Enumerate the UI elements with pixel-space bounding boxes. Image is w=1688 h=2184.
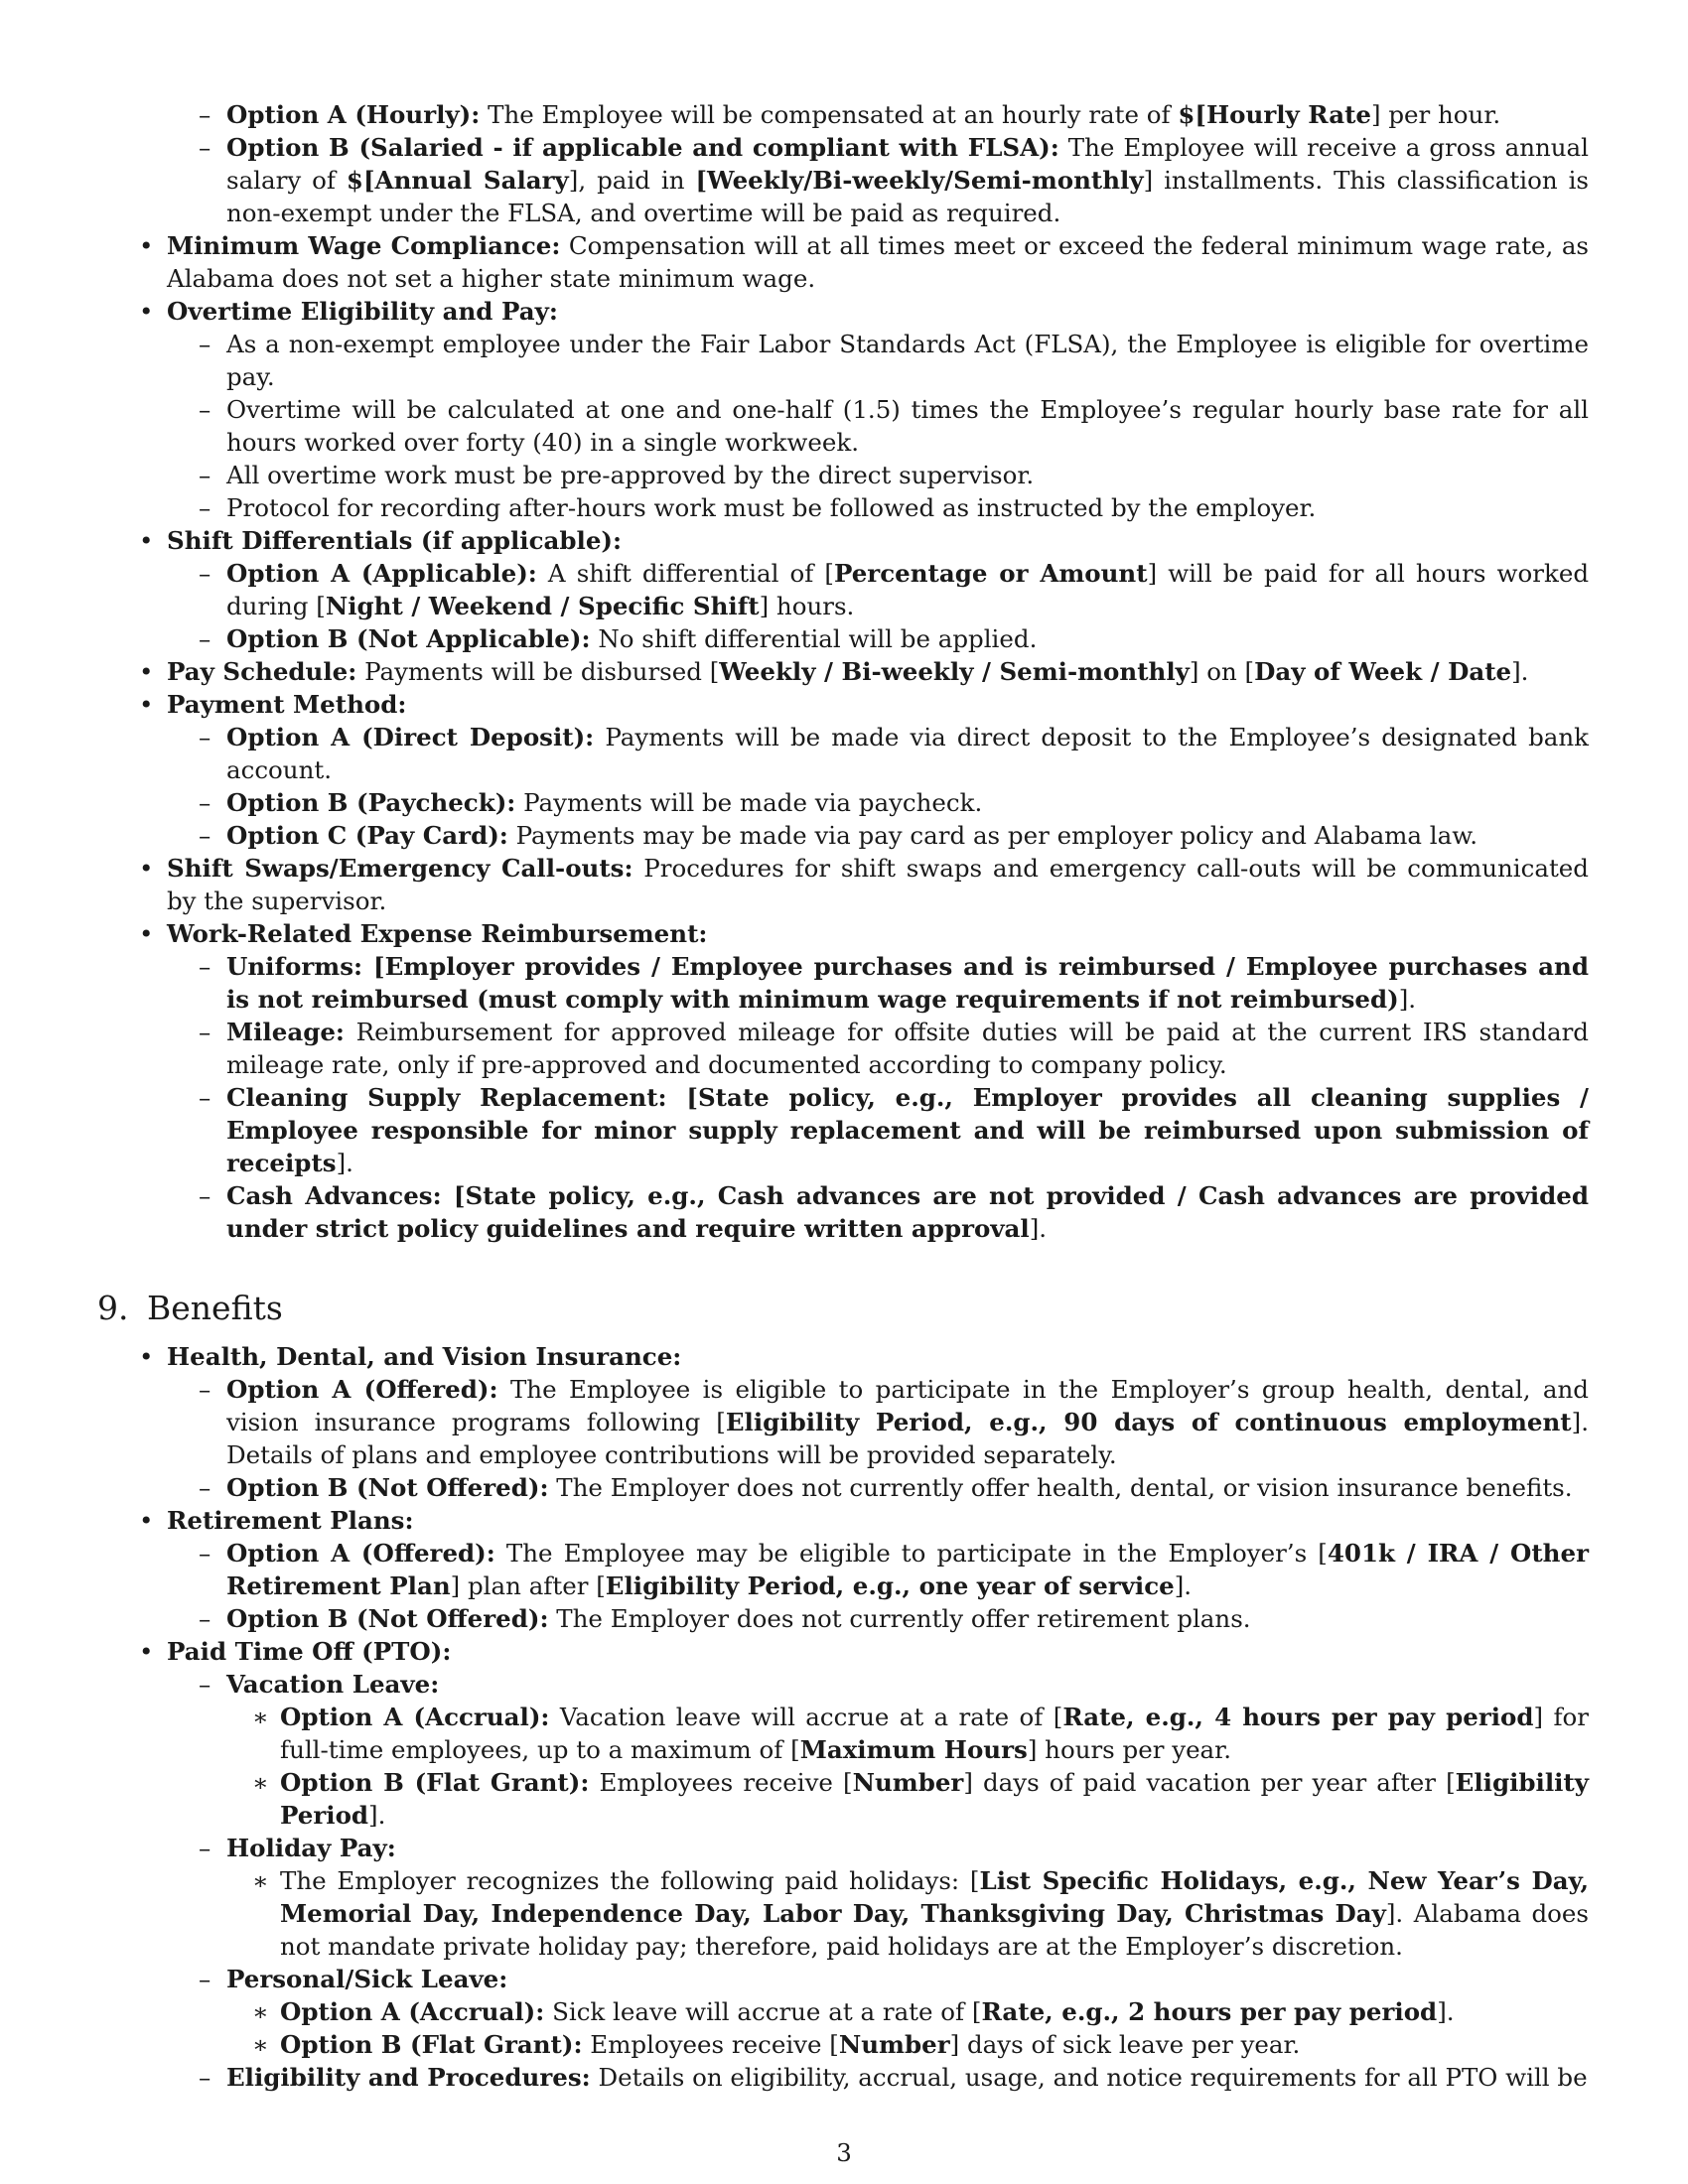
- placeholder-field: Day of Week / Date: [1254, 657, 1512, 686]
- item-label: Paid Time Off (PTO):: [167, 1637, 452, 1666]
- item-label: Retirement Plans:: [167, 1506, 414, 1535]
- option-label: Option B (Not Applicable):: [226, 624, 591, 653]
- benefits-list: [97, 1340, 1589, 2094]
- overtime-subitem: – Overtime will be calculated at one and one-half (1.5) times the Employee’s regular hourly base rate for all hours worked over forty (40) in a single workweek.: [199, 395, 1589, 457]
- placeholder-field: [Weekly/Bi-weekly/Semi-monthly: [695, 166, 1144, 195]
- dash-marker: –: [199, 1604, 211, 1633]
- option-label: Uniforms:: [226, 952, 363, 981]
- placeholder-field: Number: [838, 2030, 950, 2059]
- option-label: Option B (Paycheck):: [226, 788, 516, 817]
- dash-marker: –: [199, 493, 211, 522]
- option-flat-grant: ∗ Option B (Flat Grant): Employees receive [Number] days of sick leave per year.: [252, 2030, 1301, 2059]
- holiday-pay-subitem: [97, 1832, 1589, 1864]
- dash-marker: –: [199, 723, 211, 751]
- item-label: Shift Swaps/Emergency Call-outs:: [167, 854, 633, 883]
- section-heading-benefits: [97, 1289, 1589, 1328]
- placeholder-field: Rate, e.g., 4 hours per pay period: [1062, 1703, 1534, 1731]
- option-direct-deposit: – Option A (Direct Deposit): Payments will be made via direct deposit to the Employee’s designated bank account.: [199, 723, 1589, 784]
- bullet-marker: •: [139, 1506, 154, 1535]
- payment-method-item: [97, 688, 1589, 721]
- item-label: Shift Differentials (if applicable):: [167, 526, 623, 555]
- dash-marker: –: [199, 821, 211, 850]
- placeholder-field: State policy, e.g., Cash advances are not provided / Cash advances are provided under strict policy guidelines and require written approval: [226, 1181, 1590, 1243]
- item-label: Minimum Wage Compliance:: [167, 231, 561, 260]
- placeholder-field: Night / Weekend / Specific Shift: [325, 592, 760, 620]
- option-label: Option A (Offered):: [226, 1375, 498, 1404]
- option-label: Option B (Flat Grant):: [280, 1768, 590, 1797]
- option-label: Option A (Applicable):: [226, 559, 537, 588]
- shift-differentials-item: [97, 524, 1589, 557]
- overtime-subitem: – Protocol for recording after-hours work must be followed as instructed by the employer.: [199, 493, 1317, 522]
- bullet-marker: •: [139, 690, 154, 719]
- option-label: Vacation Leave:: [226, 1670, 440, 1699]
- option-pay-card: – Option C (Pay Card): Payments may be made via pay card as per employer policy and Alabama law.: [199, 821, 1478, 850]
- option-label: Personal/Sick Leave:: [226, 1965, 508, 1993]
- dash-marker: –: [199, 624, 211, 653]
- option-label: Option A (Direct Deposit):: [226, 723, 595, 751]
- bullet-marker: •: [139, 1637, 154, 1666]
- retirement-plans-item: [97, 1504, 1589, 1537]
- shift-swaps-item: • Shift Swaps/Emergency Call-outs: Procedures for shift swaps and emergency call-outs will be communicated by the supervisor.: [139, 854, 1589, 915]
- item-label: Payment Method:: [167, 690, 407, 719]
- section-number: 9.: [97, 1289, 129, 1327]
- dash-marker: –: [199, 461, 211, 489]
- expense-reimbursement-item: [97, 917, 1589, 950]
- placeholder-field: Eligibility Period, e.g., 90 days of continuous employment: [725, 1408, 1572, 1436]
- star-marker: ∗: [252, 1703, 269, 1731]
- option-label: Option A (Accrual):: [280, 1997, 545, 2026]
- pay-schedule-item: • Pay Schedule: Payments will be disbursed [Weekly / Bi-weekly / Semi-monthly] on [Day of Week / Date].: [139, 657, 1529, 686]
- placeholder-field: State policy, e.g., Employer provides all cleaning supplies / Employee responsible for minor supply replacement and will be reimbursed upon submission of receipts: [226, 1083, 1590, 1177]
- dash-marker: –: [199, 1965, 211, 1993]
- dash-marker: –: [199, 1018, 211, 1046]
- health-insurance-item: [97, 1340, 1589, 1373]
- bullet-marker: •: [139, 231, 154, 260]
- option-label: Option B (Not Offered):: [226, 1604, 549, 1633]
- dash-marker: –: [199, 1834, 211, 1862]
- dash-marker: –: [199, 133, 211, 162]
- dash-marker: –: [199, 788, 211, 817]
- option-paycheck: – Option B (Paycheck): Payments will be made via paycheck.: [199, 788, 983, 817]
- option-not-applicable: – Option B (Not Applicable): No shift differential will be applied.: [199, 624, 1038, 653]
- option-label: Option C (Pay Card):: [226, 821, 508, 850]
- dash-marker: –: [199, 330, 211, 358]
- item-label: Overtime Eligibility and Pay:: [167, 297, 558, 326]
- star-marker: ∗: [252, 1768, 269, 1797]
- bullet-marker: •: [139, 919, 154, 948]
- placeholder-field: Maximum Hours: [799, 1735, 1028, 1764]
- dash-marker: –: [199, 1181, 211, 1210]
- option-label: Mileage:: [226, 1018, 345, 1046]
- option-label: Eligibility and Procedures:: [226, 2063, 591, 2092]
- star-marker: ∗: [252, 1997, 269, 2026]
- bullet-marker: •: [139, 526, 154, 555]
- dash-marker: –: [199, 2063, 211, 2092]
- placeholder-field: List Specific Holidays, e.g., New Year’s Day, Memorial Day, Independence Day, Labor Day, Thanksgiving Day, Christmas Day: [280, 1866, 1589, 1928]
- option-salaried: – Option B (Salaried - if applicable and compliant with FLSA): The Employee will receive a gross annual salary of $[Annual Salary], paid in [Weekly/Bi-weekly/Semi-monthly] installments. This classification is non-exempt under the FLSA, and overtime will be paid as required.: [199, 133, 1589, 227]
- option-label: Option B (Flat Grant):: [280, 2030, 583, 2059]
- option-label: Option A (Accrual):: [280, 1703, 550, 1731]
- dash-marker: –: [199, 952, 211, 981]
- star-marker: ∗: [252, 1866, 269, 1895]
- placeholder-field: Eligibility Period, e.g., one year of service: [605, 1571, 1175, 1600]
- placeholder-field: $[Annual Salary: [346, 166, 569, 195]
- option-applicable: – Option A (Applicable): A shift differential of [Percentage or Amount] will be paid for all hours worked during [Night / Weekend / Specific Shift] hours.: [199, 559, 1590, 620]
- dash-marker: –: [199, 1670, 211, 1699]
- dash-marker: –: [199, 1375, 211, 1404]
- bullet-marker: •: [139, 657, 154, 686]
- option-label: Cleaning Supply Replacement:: [226, 1083, 667, 1112]
- vacation-leave-subitem: [97, 1668, 1589, 1701]
- option-label: Holiday Pay:: [226, 1834, 396, 1862]
- option-offered: – Option A (Offered): The Employee may be eligible to participate in the Employer’s [401k / IRA / Other Retirement Plan] plan after [Eligibility Period, e.g., one year of service].: [199, 1539, 1589, 1600]
- option-label: Option A (Hourly):: [226, 100, 481, 129]
- placeholder-field: Eligibility Period: [280, 1768, 1589, 1830]
- dash-marker: –: [199, 1473, 211, 1502]
- option-accrual: ∗ Option A (Accrual): Sick leave will accrue at a rate of [Rate, e.g., 2 hours per pay period].: [252, 1997, 1455, 2026]
- overtime-subitem: – All overtime work must be pre-approved by the direct supervisor.: [199, 461, 1035, 489]
- item-label: Work-Related Expense Reimbursement:: [167, 919, 708, 948]
- section-title: Benefits: [147, 1289, 283, 1327]
- placeholder-field: $[Hourly Rate: [1178, 100, 1371, 129]
- option-offered: – Option A (Offered): The Employee is eligible to participate in the Employer’s group health, dental, and vision insurance programs following [Eligibility Period, e.g., 90 days of continuous employment]. Details of plans and employee contributions will be provided separately.: [199, 1375, 1589, 1469]
- option-label: Option B (Not Offered):: [226, 1473, 549, 1502]
- dash-marker: –: [199, 559, 211, 588]
- star-marker: ∗: [252, 2030, 269, 2059]
- holiday-list-item: ∗ The Employer recognizes the following paid holidays: [List Specific Holidays, e.g., New Year’s Day, Memorial Day, Independence Day, Labor Day, Thanksgiving Day, Christmas Day]. Alabama does not mandate private holiday pay; therefore, paid holidays are at the Employer’s discretion.: [252, 1866, 1589, 1961]
- sick-leave-subitem: [97, 1963, 1589, 1995]
- option-flat-grant: ∗ Option B (Flat Grant): Employees receive [Number] days of paid vacation per year after [Eligibility Period].: [252, 1768, 1589, 1830]
- bullet-marker: •: [139, 854, 154, 883]
- page-number: 3: [836, 2138, 852, 2167]
- bullet-marker: •: [139, 297, 154, 326]
- option-hourly: – Option A (Hourly): The Employee will be compensated at an hourly rate of $[Hourly Rate] per hour.: [199, 100, 1501, 129]
- minimum-wage-item: • Minimum Wage Compliance: Compensation will at all times meet or exceed the federal minimum wage rate, as Alabama does not set a higher state minimum wage.: [139, 231, 1589, 293]
- placeholder-field: Number: [852, 1768, 964, 1797]
- item-label: Health, Dental, and Vision Insurance:: [167, 1342, 682, 1371]
- placeholder-field: 401k / IRA / Other Retirement Plan: [226, 1539, 1589, 1600]
- placeholder-field: Employer provides / Employee purchases and is reimbursed / Employee purchases and is not reimbursed (must comply with minimum wage requirements if not reimbursed): [226, 952, 1589, 1014]
- placeholder-field: Weekly / Bi-weekly / Semi-monthly: [719, 657, 1190, 686]
- eligibility-procedures-subitem: – Eligibility and Procedures: Details on eligibility, accrual, usage, and notice requirements for all PTO will be: [199, 2063, 1588, 2092]
- option-not-offered: – Option B (Not Offered): The Employer does not currently offer retirement plans.: [199, 1604, 1251, 1633]
- dash-marker: –: [199, 395, 211, 424]
- page-content: [97, 98, 1589, 2094]
- placeholder-field: Rate, e.g., 2 hours per pay period: [981, 1997, 1438, 2026]
- bullet-marker: •: [139, 1342, 154, 1371]
- option-label: Option A (Offered):: [226, 1539, 495, 1568]
- cash-advances-subitem: – Cash Advances: [State policy, e.g., Cash advances are not provided / Cash advances are provided under strict policy guidelines and require written approval].: [199, 1181, 1590, 1243]
- option-label: Option B (Salaried - if applicable and compliant with FLSA):: [226, 133, 1059, 162]
- option-not-offered: – Option B (Not Offered): The Employer does not currently offer health, dental, or vision insurance benefits.: [199, 1473, 1573, 1502]
- item-label: Pay Schedule:: [167, 657, 357, 686]
- cleaning-supply-subitem: – Cleaning Supply Replacement: [State policy, e.g., Employer provides all cleaning supplies / Employee responsible for minor supply replacement and will be reimbursed upon submission of receipts].: [199, 1083, 1590, 1177]
- option-label: Cash Advances:: [226, 1181, 442, 1210]
- compensation-list: [97, 98, 1589, 1245]
- uniforms-subitem: – Uniforms: [Employer provides / Employee purchases and is reimbursed / Employee purchases and is not reimbursed (must comply with minimum wage requirements if not reimbursed)].: [199, 952, 1589, 1014]
- pto-item: [97, 1635, 1589, 1668]
- overtime-item: [97, 295, 1589, 328]
- dash-marker: –: [199, 1539, 211, 1568]
- overtime-subitem: – As a non-exempt employee under the Fair Labor Standards Act (FLSA), the Employee is eligible for overtime pay.: [199, 330, 1589, 391]
- mileage-subitem: – Mileage: Reimbursement for approved mileage for offsite duties will be paid at the current IRS standard mileage rate, only if pre-approved and documented according to company policy.: [199, 1018, 1589, 1079]
- placeholder-field: Percentage or Amount: [833, 559, 1148, 588]
- dash-marker: –: [199, 1083, 211, 1112]
- dash-marker: –: [199, 100, 211, 129]
- option-accrual: ∗ Option A (Accrual): Vacation leave will accrue at a rate of [Rate, e.g., 4 hours per pay period] for full-time employees, up to a maximum of [Maximum Hours] hours per year.: [252, 1703, 1589, 1764]
